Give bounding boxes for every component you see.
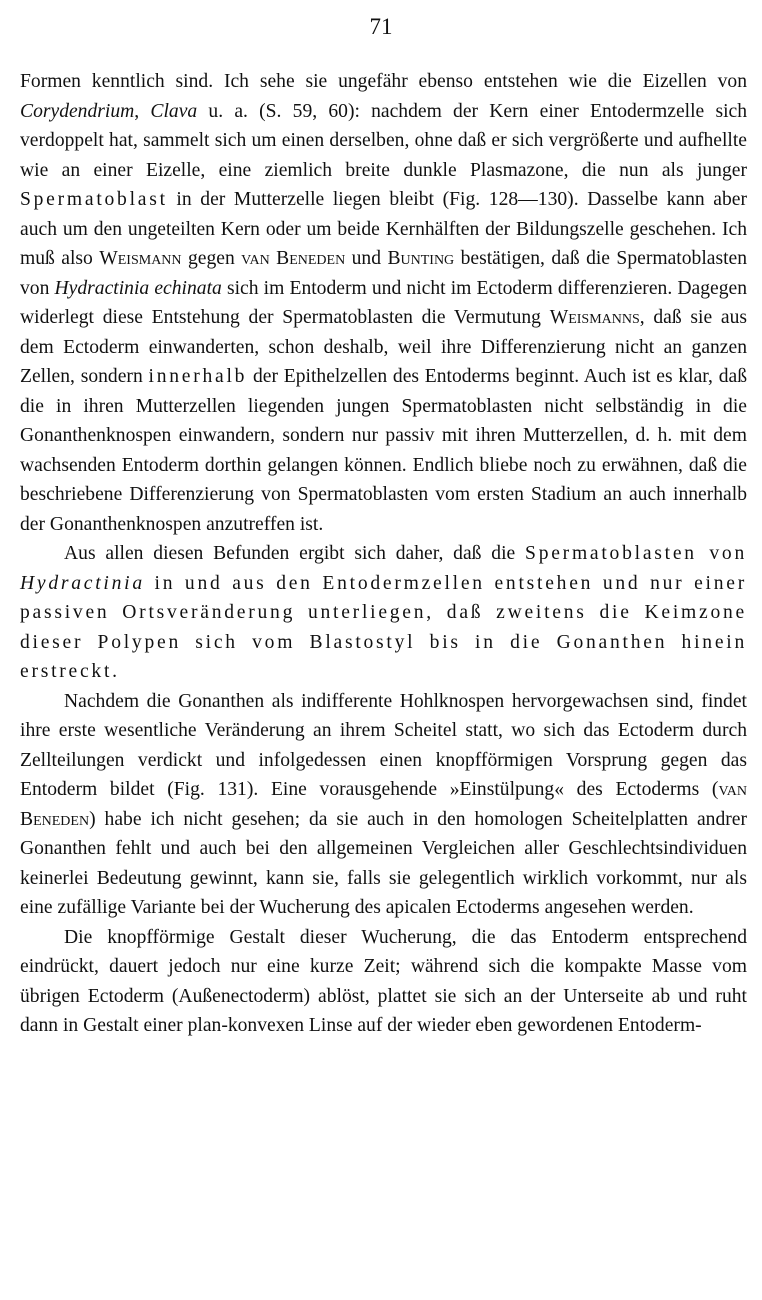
paragraph-4 [20,923,747,1041]
small-caps-name: van Beneden [20,779,747,830]
text-run: , [134,100,151,122]
spaced-text: Spermatoblasten von [525,543,747,564]
text-run: ) habe ich nicht gesehen; da sie auch in den homologen Scheitelplatten andrer Gonanthen fehlt und auch bei den allgemeinen Vergleichen aller Geschlechtsindividuen keinerlei Bedeutung gewinnt, kann sie, falls sie gelegentlich wirklich vorkommt, nur als eine zufällige Variante bei der Wucherung des apicalen Ectoderms angesehen werden. [20,808,747,918]
text-run: der Epithelzellen des Entoderms beginnt. Auch ist es klar, daß die in ihren Mutterzellen liegenden jungen Spermatoblasten nicht selbständig in die Gonanthenknospen einwandern, sondern nur passiv mit ihren Mutterzellen, d. h. mit dem wachsenden Entoderm dorthin gelangen können. Endlich bliebe noch zu erwähnen, daß die beschriebene Differenzierung von Spermatoblasten vom ersten Stadium an auch innerhalb der Gonanthenknospen anzutreffen ist. [20,366,747,535]
text-run: in der Mutterzelle liegen bleibt (Fig. 128—130). Dasselbe kann aber auch um den ungeteilten Kern oder um beide Kernhälften der Bildungszelle geschehen. Ich muß also [20,189,747,269]
spaced-italic-text: Hydractinia [20,572,145,594]
page-number: 71 [369,14,393,39]
italic-text: Corydendrium [20,100,135,122]
small-caps-name: Bunting [387,248,455,269]
paragraph-1 [20,67,747,539]
text-run: gegen [181,248,242,269]
small-caps-name: Weismanns [549,307,640,328]
text-run: bestätigen, daß die Spermatoblasten von [20,248,748,299]
text-run: Die knopfförmige Gestalt dieser Wucherung, die das Entoderm entsprechend eindrückt, dauert jedoch nur eine kurze Zeit; während sich die kompakte Masse vom übrigen Ectoderm (Außenectoderm) ablöst, plattet sie sich an der Unterseite ab und ruht dann in Gestalt einer plan-konvexen Linse auf der wieder eben gewordenen Entoderm- [20,926,747,1036]
spaced-text: Spermatoblast [20,189,168,210]
italic-text: Clava [150,100,198,122]
text-run: u. a. (S. 59, 60): nachdem der Kern einer Entodermzelle sich verdoppelt hat, sammelt sich um einen derselben, ohne daß er sich vergrößerte und aufhellte wie an einer Eizelle, eine ziemlich breite dunkle Plasmazone, die nun als junger [20,100,748,181]
text-run: , daß sie aus dem Ectoderm einwanderten, schon deshalb, weil ihre Differenzierung nicht an ganzen Zellen, sondern [20,307,747,387]
paragraph-3 [20,687,747,923]
text-run: sich im Entoderm und nicht im Ectoderm differenzieren. Dagegen widerlegt diese Entstehung der Spermatoblasten die Vermutung [20,277,747,328]
spaced-text: innerhalb [148,366,248,387]
text-run: und [345,248,388,269]
paragraph-2 [20,539,747,687]
spaced-text: in und aus den Entodermzellen entstehen und nur einer passiven Ortsveränderung unterliegen, daß zweitens die Keimzone dieser Polypen sich vom Blastostyl bis in die Gonanthen hinein erstreckt. [20,572,747,682]
italic-text: Hydractinia echinata [54,277,222,299]
small-caps-name: Weismann [99,248,182,269]
page-body [20,67,747,1041]
small-caps-name: van Beneden [241,248,346,269]
text-run: Aus allen diesen Befunden ergibt sich daher, daß die [64,543,526,564]
text-run: Formen kenntlich sind. Ich sehe sie ungefähr ebenso entstehen wie die Eizellen von [20,71,747,92]
text-run: Nachdem die Gonanthen als indifferente Hohlknospen hervorgewachsen sind, findet ihre erste wesentliche Veränderung an ihrem Scheitel statt, wo sich das Ectoderm durch Zellteilungen verdickt und infolgedessen einen knopfförmigen Vorsprung gegen das Entoderm bildet (Fig. 131). Eine vorausgehende »Einstülpung« des Ectoderms ( [20,690,747,800]
